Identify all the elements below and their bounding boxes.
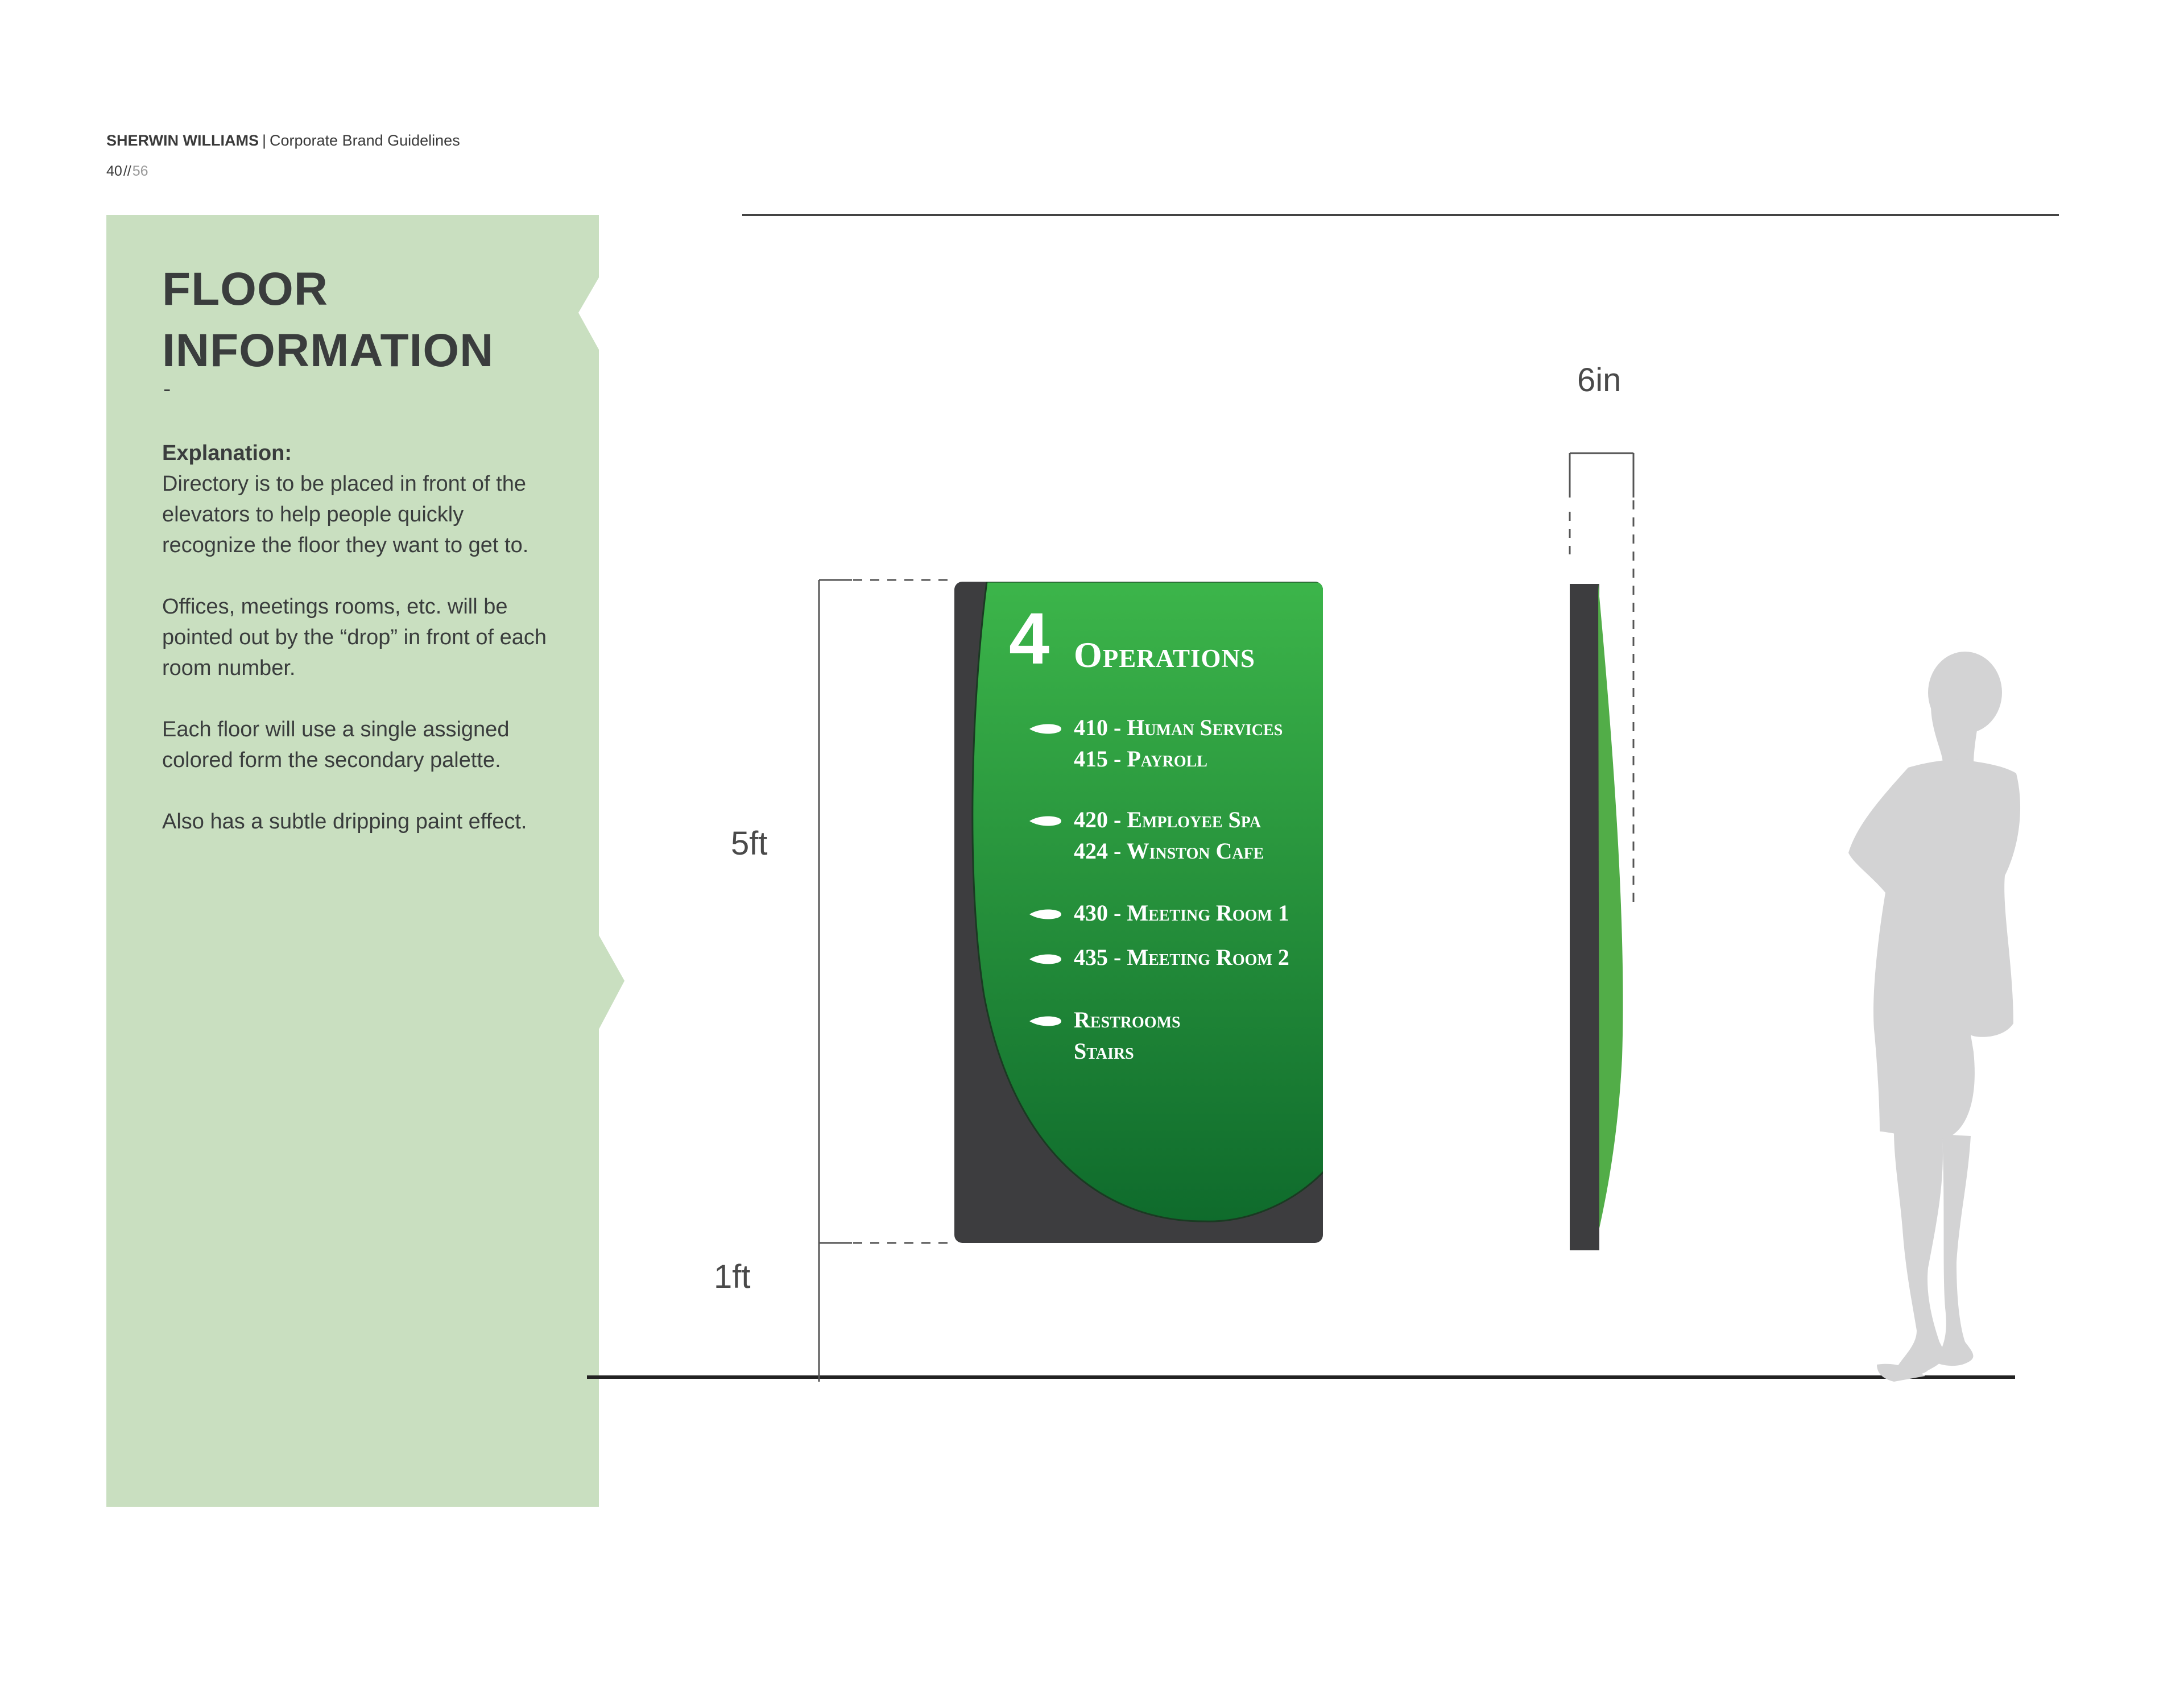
sign-depth-label: 6in (1577, 362, 1622, 399)
sign-entry-line: Restrooms (1074, 1007, 1181, 1033)
sign-entry-line: 435 - Meeting Room 2 (1074, 944, 1289, 970)
drop-icon (1028, 722, 1062, 736)
person-silhouette-icon (1848, 652, 2020, 1382)
explanation-paragraph: Also has a subtle dripping paint effect. (162, 810, 527, 834)
explanation-paragraph: Each floor will use a single assigned colored form the secondary palette. (162, 718, 510, 772)
explanation-heading: Explanation: (162, 441, 292, 465)
side-view-panel (1570, 584, 1599, 1250)
brand-name: SHERWIN WILLIAMS (106, 132, 259, 149)
document-subtitle: Corporate Brand Guidelines (270, 132, 460, 149)
sign-floor-number: 4 (1009, 598, 1050, 679)
page-title-line2: INFORMATION (162, 325, 494, 376)
sign-entry-line: 424 - Winston Cafe (1074, 838, 1264, 864)
sign-floor-name: Operations (1074, 635, 1255, 675)
sign-height-label: 5ft (731, 825, 768, 862)
drop-icon (1028, 907, 1062, 921)
title-dash: - (163, 376, 171, 401)
drop-icon (1028, 1014, 1062, 1028)
sign-entry-line: 415 - Payroll (1074, 746, 1207, 772)
sign-side-view (1570, 584, 1623, 1250)
sign-entry-line: 410 - Human Services (1074, 715, 1283, 740)
height-dimension-lines (819, 580, 954, 1382)
sign-entry-line: 430 - Meeting Room 1 (1074, 900, 1289, 926)
page-current: 40 (106, 163, 122, 179)
side-view-green (1598, 584, 1623, 1228)
sign-entry-line: Stairs (1074, 1038, 1134, 1064)
header-separator: | (262, 132, 266, 149)
explanation-paragraph: Directory is to be placed in front of the elevators to help people quickly recognize the floor they want to get to. (162, 472, 529, 557)
page-title-line1: FLOOR (162, 263, 328, 315)
drop-icon (1028, 952, 1062, 966)
page-total: 56 (132, 163, 148, 179)
drop-icon (1028, 814, 1062, 828)
page-separator: // (123, 163, 131, 179)
base-height-label: 1ft (714, 1258, 751, 1295)
sign-entry-line: 420 - Employee Spa (1074, 807, 1261, 832)
explanation-paragraph: Offices, meetings rooms, etc. will be pointed out by the “drop” in front of each room number. (162, 595, 547, 680)
